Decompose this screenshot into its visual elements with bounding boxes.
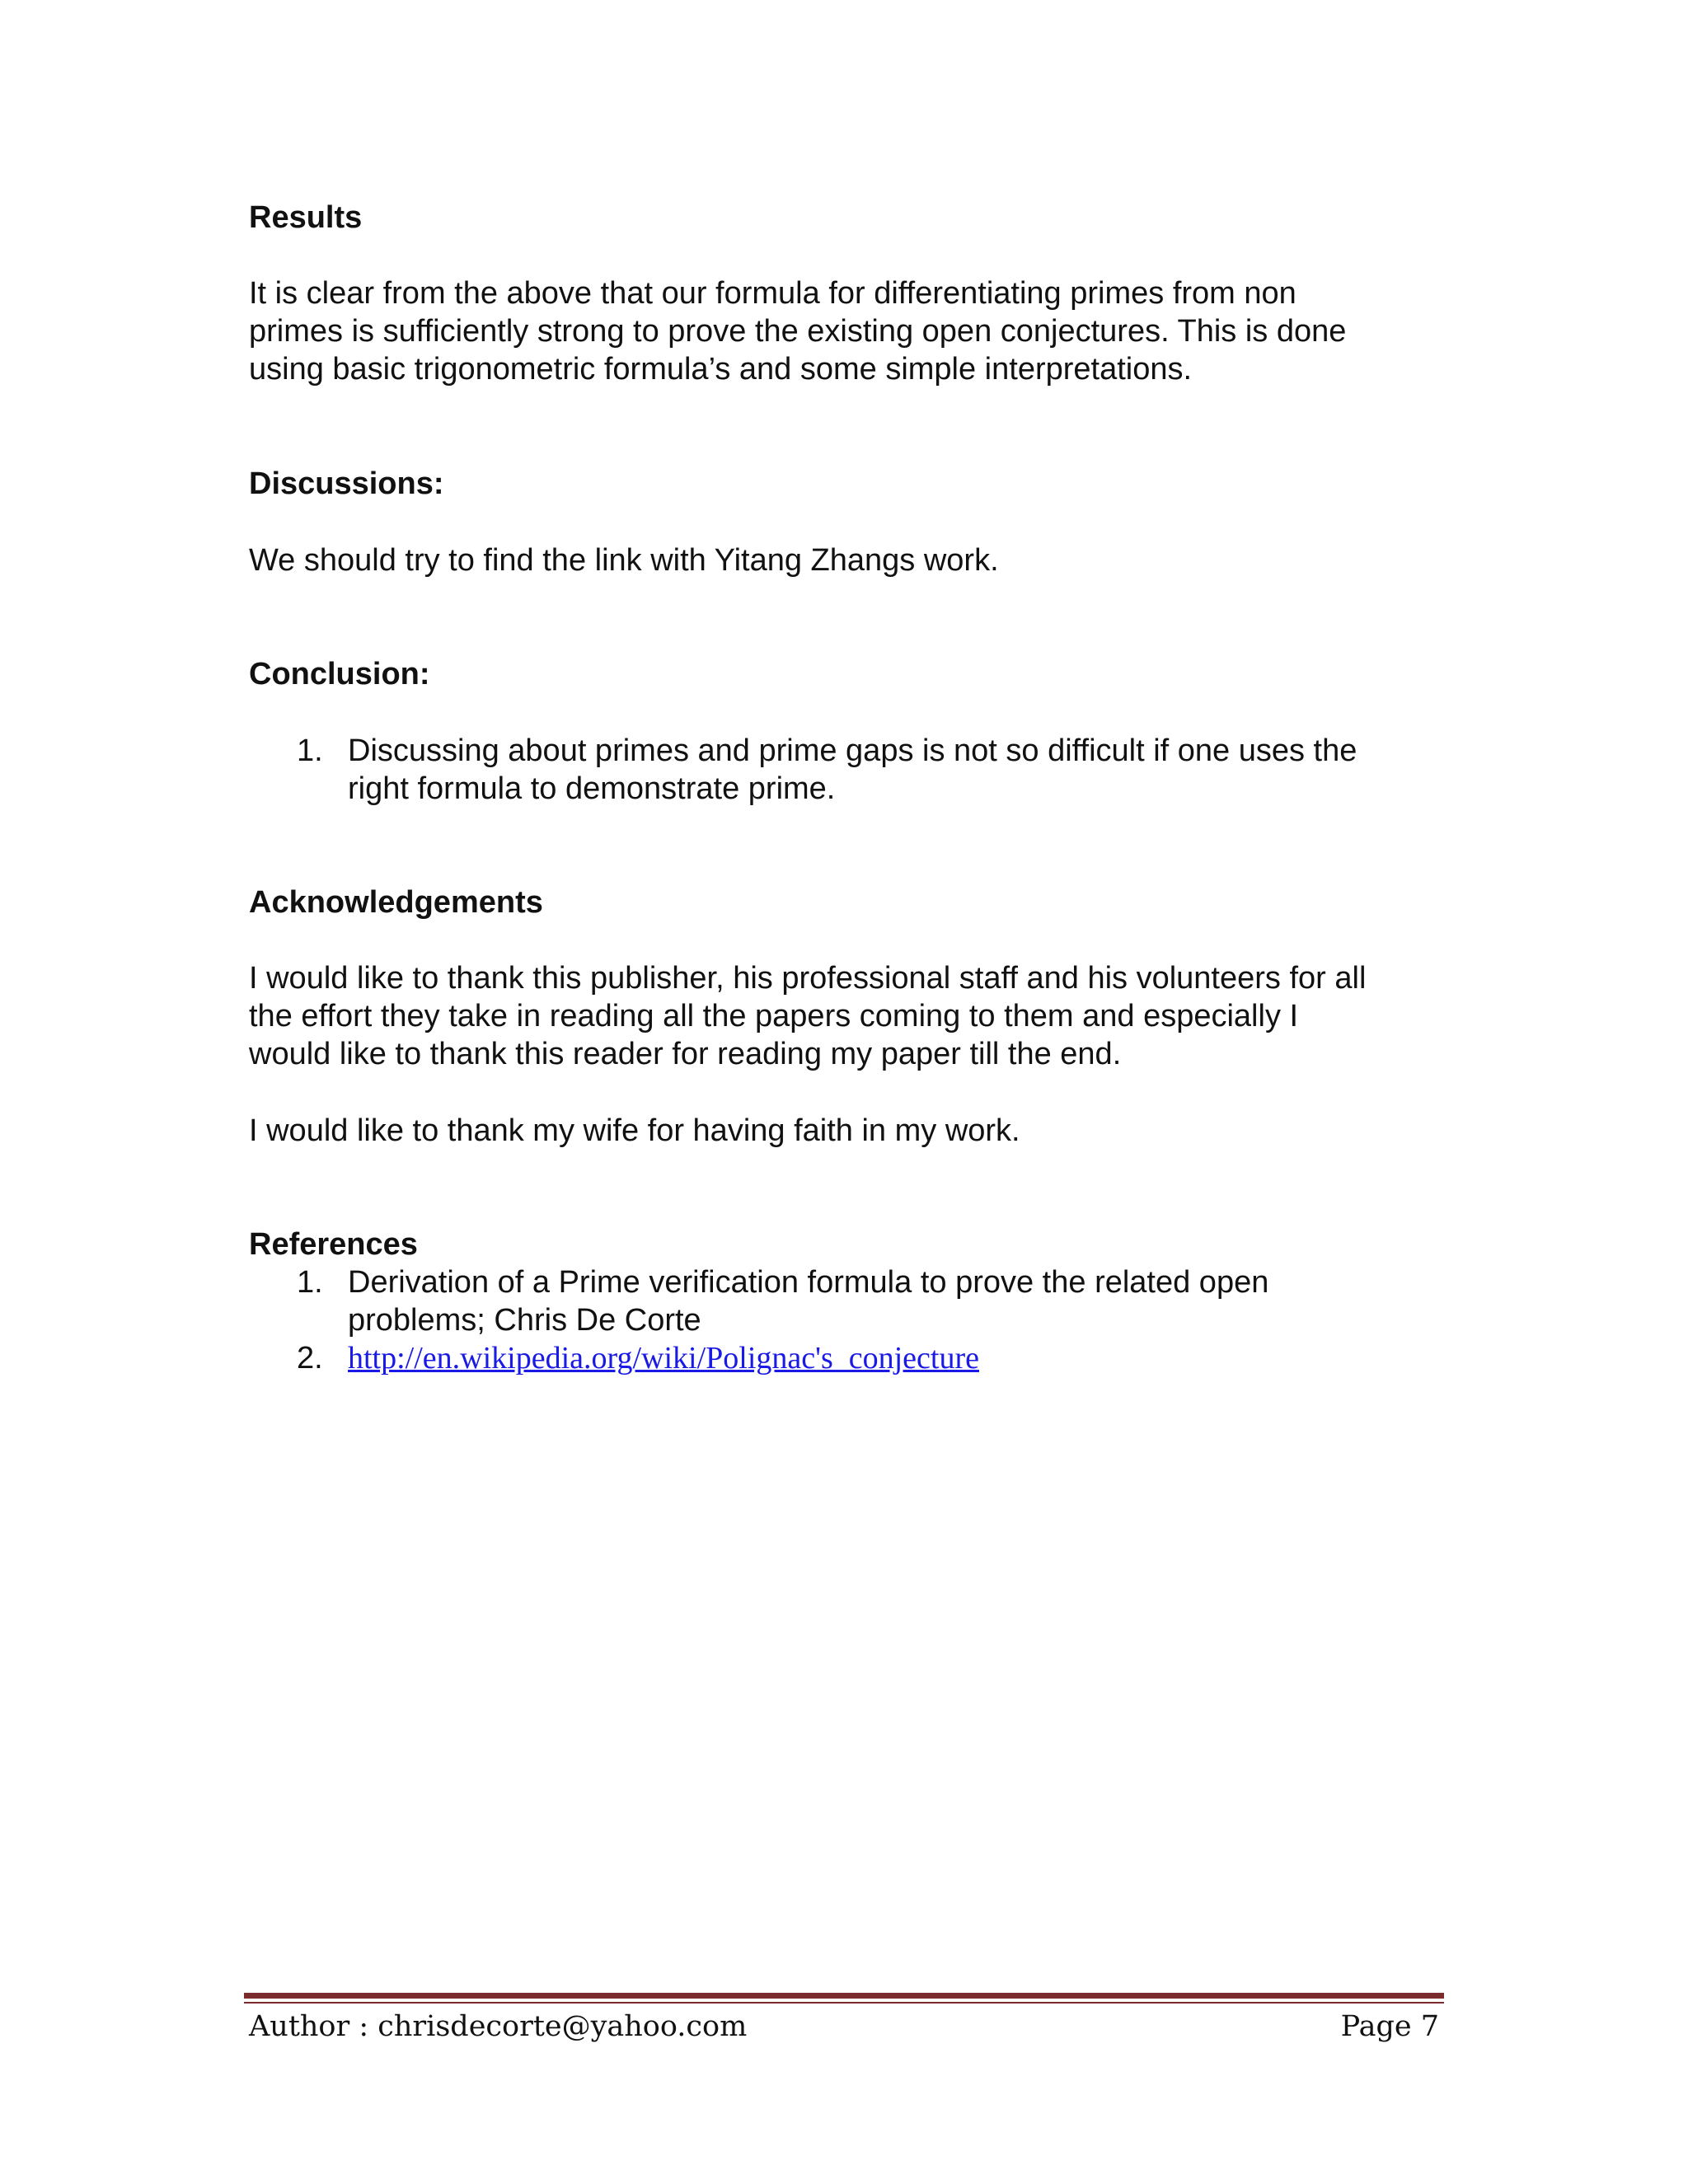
list-item-line	[348, 1339, 1452, 1377]
discussions-text: We should try to find the link with Yitang Zhangs work.	[249, 543, 999, 578]
acknowledgements-line: I would like to thank my wife for having faith in my work.	[249, 1113, 1020, 1148]
results-line: It is clear from the above that our formula for differentiating primes from non	[249, 276, 1296, 311]
acknowledgements-line: the effort they take in reading all the papers coming to them and especially I	[249, 999, 1299, 1033]
list-item-line: right formula to demonstrate prime.	[348, 771, 836, 806]
footer-divider-thick	[244, 1993, 1444, 1999]
list-item-number: 1.	[297, 1265, 323, 1300]
footer-page-number: Page 7	[1340, 2010, 1439, 2043]
acknowledgements-heading: Acknowledgements	[249, 885, 543, 920]
reference-link[interactable]: http://en.wikipedia.org/wiki/Polignac's_conjecture	[348, 1341, 979, 1376]
acknowledgements-paragraph-2	[249, 1112, 1452, 1150]
list-item-number: 2.	[297, 1341, 323, 1376]
list-item	[249, 732, 1452, 808]
references-heading: References	[249, 1227, 418, 1262]
results-line: primes is sufficiently strong to prove the existing open conjectures. This is done	[249, 314, 1347, 349]
conclusion-heading: Conclusion:	[249, 657, 430, 691]
results-heading: Results	[249, 200, 363, 235]
list-item-line: Discussing about primes and prime gaps is not so difficult if one uses the	[348, 733, 1357, 768]
results-paragraph	[249, 274, 1452, 388]
acknowledgements-line: I would like to thank this publisher, his professional staff and his volunteers for all	[249, 961, 1367, 996]
list-item-number: 1.	[297, 733, 323, 768]
acknowledgements-paragraph-1	[249, 959, 1452, 1073]
list-item	[249, 1339, 1452, 1377]
footer-author: Author : chrisdecorte@yahoo.com	[249, 2010, 748, 2043]
conclusion-list	[249, 732, 1452, 808]
list-item-line: Derivation of a Prime verification formula to prove the related open	[348, 1265, 1269, 1300]
discussions-paragraph	[249, 541, 1452, 579]
list-item-line: problems; Chris De Corte	[348, 1303, 701, 1338]
list-item	[249, 1263, 1452, 1339]
acknowledgements-line: would like to thank this reader for reading my paper till the end.	[249, 1037, 1122, 1071]
results-line: using basic trigonometric formula’s and some simple interpretations.	[249, 352, 1193, 387]
discussions-heading: Discussions:	[249, 466, 444, 501]
footer-divider-thin	[244, 2002, 1444, 2004]
references-list	[249, 1263, 1452, 1377]
